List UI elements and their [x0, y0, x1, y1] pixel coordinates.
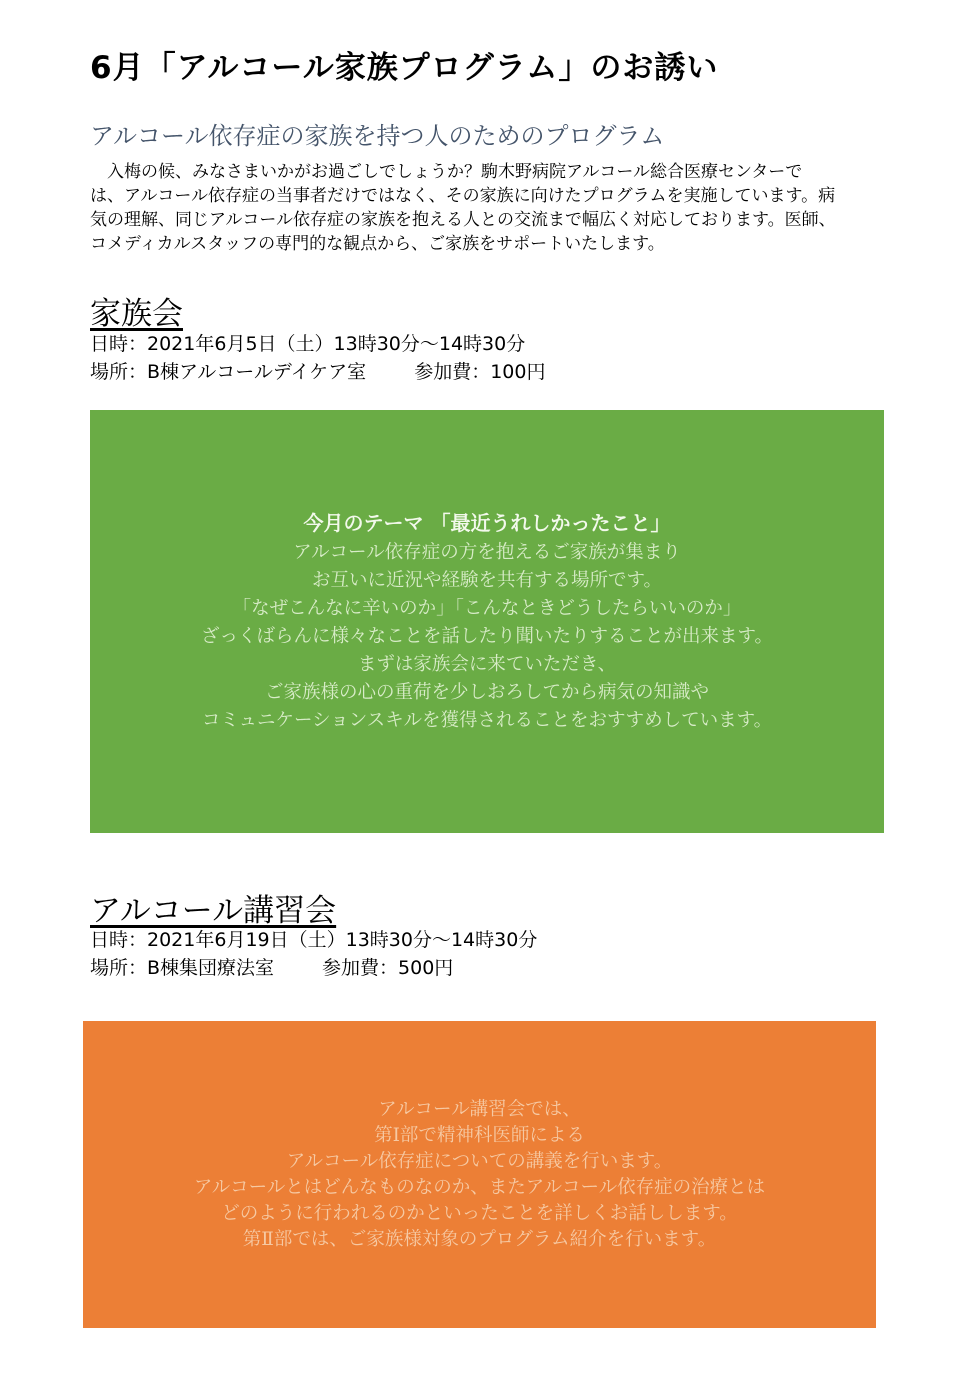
family-meeting-heading: 家族会: [90, 296, 183, 332]
lecture-box-line: どのように行われるのかといったことを詳しくお話しします。: [221, 1202, 738, 1224]
family-meeting-box-line: ご家族様の心の重荷を少しおろしてから病気の知識や: [264, 682, 709, 703]
family-meeting-details: [90, 330, 545, 386]
lecture-date: 日時：2021年6月19日（土）13時30分〜14時30分: [90, 929, 538, 951]
family-meeting-box-line: アルコール依存症の方を抱えるご家族が集まり: [293, 542, 681, 563]
family-meeting-box-line: まずは家族会に来ていただき、: [357, 654, 617, 675]
family-meeting-date: 日時：2021年6月5日（土）13時30分〜14時30分: [90, 333, 526, 355]
family-meeting-box-line: お互いに近況や経験を共有する場所です。: [311, 570, 663, 591]
lecture-box-line: 第Ⅰ部で精神科医師による: [374, 1124, 585, 1146]
intro-line: 気の理解、同じアルコール依存症の家族を抱える人との交流まで幅広く対応しております。医師、: [90, 210, 836, 230]
family-meeting-box-line: ざっくばらんに様々なことを話したり聞いたりすることが出来ます。: [200, 626, 774, 647]
family-meeting-place-row: [90, 358, 545, 386]
lecture-box-line: アルコール講習会では、: [378, 1098, 581, 1120]
family-meeting-theme: 今月のテーマ 「最近うれしかったこと」: [303, 511, 671, 535]
family-meeting-box-line: 「なぜこんなに辛いのか」「こんなときどうしたらいいのか」: [232, 598, 742, 619]
page-title: 6月「アルコール家族プログラム」のお誘い: [90, 50, 719, 86]
lecture-heading: アルコール講習会: [90, 893, 337, 929]
intro-line: コメディカルスタッフの専門的な観点から、ご家族をサポートいたします。: [90, 234, 665, 254]
page-subtitle: アルコール依存症の家族を持つ人のためのプログラム: [90, 122, 665, 150]
lecture-place: 場所：B棟集団療法室: [90, 957, 275, 979]
intro-line: 入梅の候、みなさまいかがお過ごしでしょうか？駒木野病院アルコール総合医療センターで: [90, 162, 803, 182]
lecture-info-box: [83, 1021, 876, 1328]
intro-line: は、アルコール依存症の当事者だけではなく、その家族に向けたプログラムを実施しています。病: [90, 186, 836, 206]
family-meeting-fee: 参加費：100円: [414, 361, 546, 383]
family-meeting-place: 場所：B棟アルコールデイケア室: [90, 361, 367, 383]
lecture-box-line: アルコール依存症についての講義を行います。: [286, 1150, 673, 1172]
lecture-details: [90, 926, 537, 982]
family-meeting-box-line: コミュニケーションスキルを獲得されることをおすすめしています。: [201, 710, 773, 731]
lecture-box-line: 第Ⅱ部では、ご家族様対象のプログラム紹介を行います。: [242, 1228, 717, 1250]
lecture-box-line: アルコールとはどんなものなのか、またアルコール依存症の治療とは: [193, 1176, 766, 1198]
intro-paragraph: [90, 160, 950, 256]
lecture-place-row: [90, 954, 537, 982]
family-meeting-info-box: [90, 410, 884, 833]
lecture-fee: 参加費：500円: [322, 957, 454, 979]
